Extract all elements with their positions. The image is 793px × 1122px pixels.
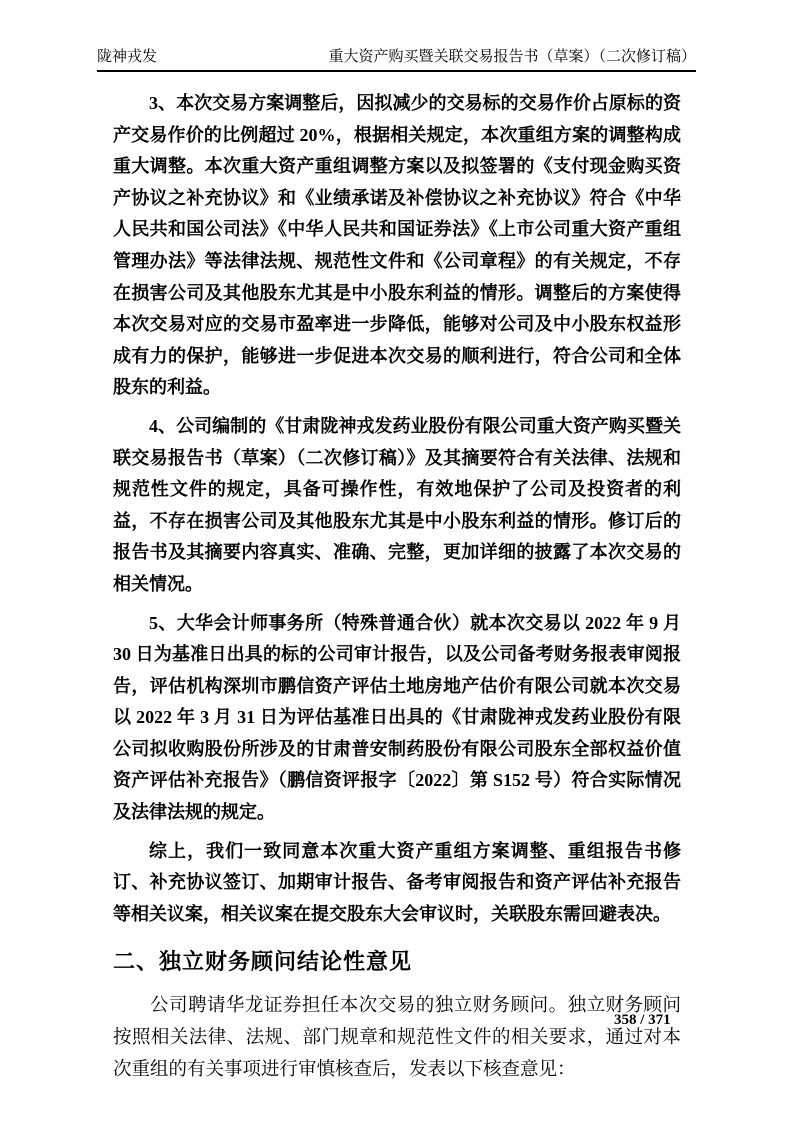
paragraph-summary: 综上，我们一致同意本次重大资产重组方案调整、重组报告书修订、补充协议签订、加期审计报告、备考审阅报告和资产评估补充报告等相关议案，相关议案在提交股东大会审议时，关联股东需回避表决。 (113, 840, 681, 924)
document-body (113, 88, 681, 1093)
paragraph-item-3: 3、本次交易方案调整后，因拟减少的交易标的交易作价占原标的资产交易作价的比例超过 20%，根据相关规定，本次重组方案的调整构成重大调整。本次重大资产重组调整方案以及拟签署的《支付现金购买资产协议之补充协议》和《业绩承诺及补偿协议之补充协议》符合《中华人民共和国公司法》《中华人民共和国证券法》《上市公司重大资产重组管理办法》等法律法规、规范性文件和《公司章程》的有关规定，不存在损害公司及其他股东尤其是中小股东利益的情形。调整后的方案使得本次交易对应的交易市盈率进一步降低，能够对公司及中小股东权益形成有力的保护，能够进一步促进本次交易的顺利进行，符合公司和全体股东的利益。 (113, 93, 681, 398)
page-header (97, 48, 696, 72)
paragraph-item-4: 4、公司编制的《甘肃陇神戎发药业股份有限公司重大资产购买暨关联交易报告书（草案）（二次修订稿）》及其摘要符合有关法律、法规和规范性文件的规定，具备可操作性，有效地保护了公司及投资者的利益，不存在损害公司及其他股东尤其是中小股东利益的情形。修订后的报告书及其摘要内容真实、准确、完整，更加详细的披露了本次交易的相关情况。 (113, 415, 681, 594)
header-report-title: 重大资产购买暨关联交易报告书（草案）（二次修订稿） (328, 49, 696, 65)
header-company-short-name: 陇神戎发 (97, 49, 158, 65)
paragraph-item-5: 5、大华会计师事务所（特殊普通合伙）就本次交易以 2022 年 9 月 30 日为基准日出具的标的公司审计报告，以及公司备考财务报表审阅报告，评估机构深圳市鹏信资产评估土地房地产估价有限公司就本次交易以 2022 年 3 月 31 日为评估基准日出具的《甘肃陇神戎发药业股份有限公司拟收购股份所涉及的甘肃普安制药股份有限公司股东全部权益价值资产评估补充报告》（鹏信资评报字〔2022〕第 S152 号）符合实际情况及法律法规的规定。 (113, 612, 681, 823)
page-number: 358 / 371 (614, 1012, 671, 1028)
section-heading-independent-financial-advisor-opinion: 二、独立财务顾问结论性意见 (113, 949, 413, 975)
paragraph-closing: 公司聘请华龙证券担任本次交易的独立财务顾问。独立财务顾问按照相关法律、法规、部门规章和规范性文件的相关要求，通过对本次重组的有关事项进行审慎核查后，发表以下核查意见： (113, 996, 681, 1081)
